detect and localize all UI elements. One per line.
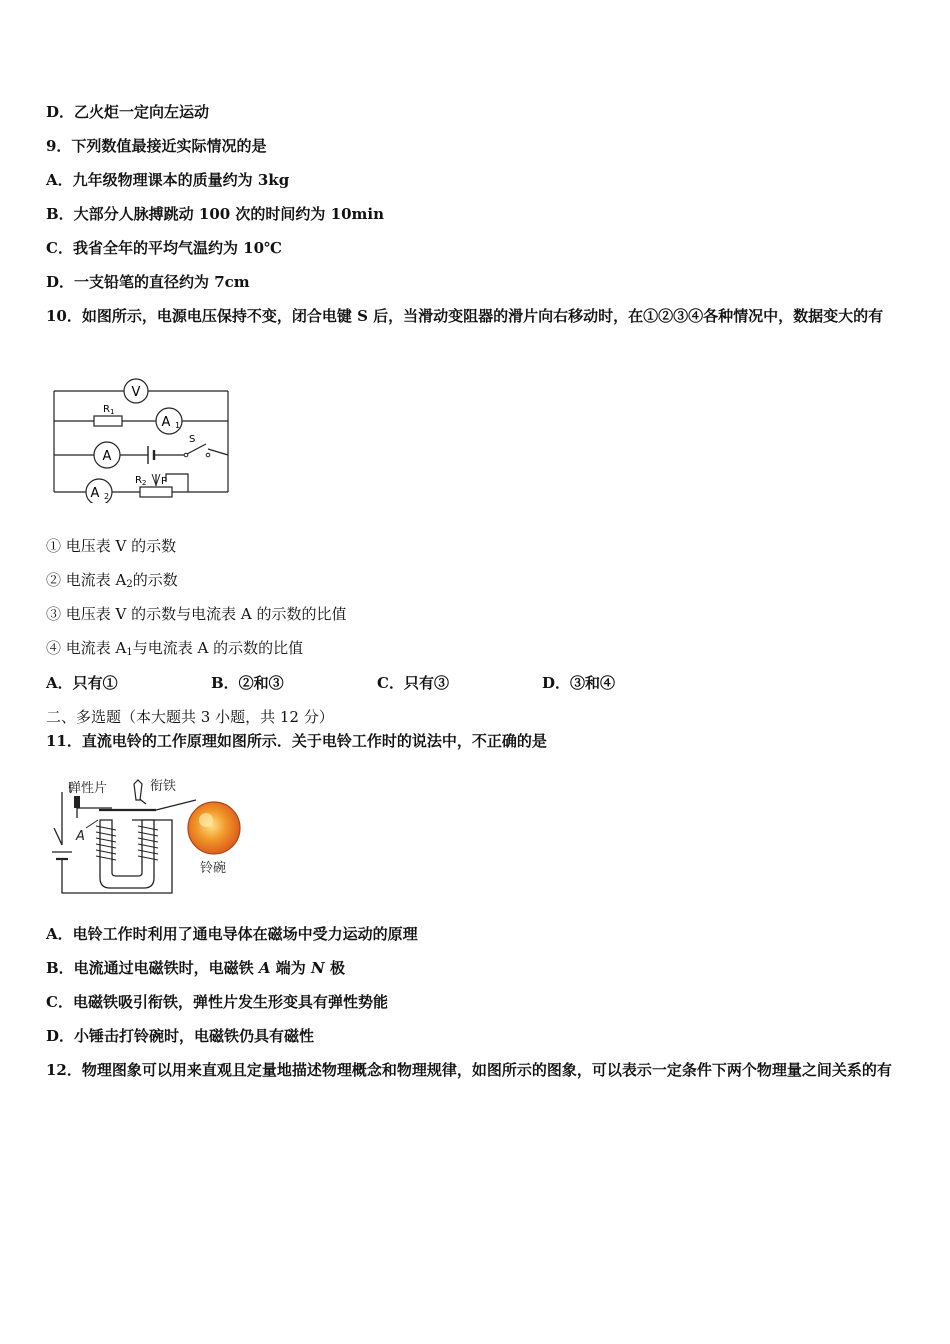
q9-option-d: D．一支铅笔的直径约为 7cm — [46, 273, 250, 291]
q9-option-c: C．我省全年的平均气温约为 10℃ — [46, 239, 283, 257]
svg-text:A: A — [102, 449, 112, 464]
q11-option-d: D．小锤击打铃碗时，电磁铁仍具有磁性 — [46, 1027, 315, 1045]
q9-option-b: B．大部分人脉搏跳动 100 次的时间约为 10min — [46, 205, 385, 223]
svg-text:A: A — [90, 486, 100, 501]
q10-circuit-diagram — [48, 378, 233, 503]
label-a: A — [76, 829, 85, 844]
q11-bell-diagram — [44, 770, 249, 898]
q9-option-a: A．九年级物理课本的质量约为 3kg — [46, 171, 290, 189]
q11-option-b: B．电流通过电磁铁时，电磁铁 A 端为 N 极 — [46, 959, 345, 977]
q10-item-2: ② 电流表 $A_2$的示数 — [46, 571, 178, 590]
svg-text:R: R — [135, 475, 142, 486]
q10-item-3: ③ 电压表 V 的示数与电流表 A 的示数的比值 — [46, 605, 347, 623]
q12-stem: 12．物理图象可以用来直观且定量地描述物理概念和物理规律，如图所示的图象，可以表示一定条件下两个物理量之间关系的有 — [46, 1061, 892, 1079]
svg-text:P: P — [161, 476, 168, 487]
q10-option-b: B．②和③ — [211, 674, 284, 692]
label-spring: 弹性片 — [68, 781, 108, 796]
battery — [148, 446, 154, 464]
q11-option-a: A．电铃工作时利用了通电导体在磁场中受力运动的原理 — [46, 925, 418, 943]
label-bell-bowl: 铃碗 — [200, 861, 227, 876]
rheostat-r2 — [135, 474, 172, 497]
q10-options — [46, 672, 746, 692]
section-title: 二、多选题（本大题共 3 小题，共 12 分） — [46, 708, 334, 726]
svg-text:R: R — [103, 404, 110, 415]
electromagnet-core — [86, 820, 158, 888]
svg-text:2: 2 — [104, 492, 110, 501]
label-armature: 衔铁 — [150, 779, 177, 794]
q10-option-a: A．只有① — [46, 674, 118, 692]
q10-option-c: C．只有③ — [377, 674, 449, 692]
switch-s — [184, 434, 210, 457]
q9-stem: 9．下列数值最接近实际情况的是 — [46, 137, 267, 155]
bell-bowl — [188, 802, 240, 854]
svg-text:S: S — [189, 434, 196, 445]
svg-text:V: V — [131, 385, 141, 400]
q10-item-1: ① 电压表 V 的示数 — [46, 537, 177, 555]
svg-text:2: 2 — [142, 479, 147, 487]
q8-option-d: D．乙火炬一定向左运动 — [46, 103, 210, 121]
ammeter-a2 — [86, 479, 112, 503]
ammeter-a — [94, 442, 120, 468]
resistor-r1 — [94, 404, 122, 426]
q10-option-d: D．③和④ — [542, 674, 616, 692]
svg-text:A: A — [161, 415, 171, 430]
q10-stem: 10．如图所示，电源电压保持不变，闭合电键 S 后，当滑动变阻器的滑片向右移动时，在①②③④各种情况中，数据变大的有 — [46, 307, 884, 325]
svg-text:1: 1 — [110, 408, 115, 416]
svg-text:1: 1 — [175, 421, 181, 430]
q11-option-c: C．电磁铁吸引衔铁，弹性片发生形变具有弹性势能 — [46, 993, 388, 1011]
ammeter-a1 — [156, 408, 182, 434]
voltmeter-v — [124, 379, 148, 403]
q11-stem: 11．直流电铃的工作原理如图所示．关于电铃工作时的说法中，不正确的是 — [46, 732, 547, 750]
q10-item-4: ④ 电流表 $A_1$与电流表 A 的示数的比值 — [46, 639, 304, 658]
